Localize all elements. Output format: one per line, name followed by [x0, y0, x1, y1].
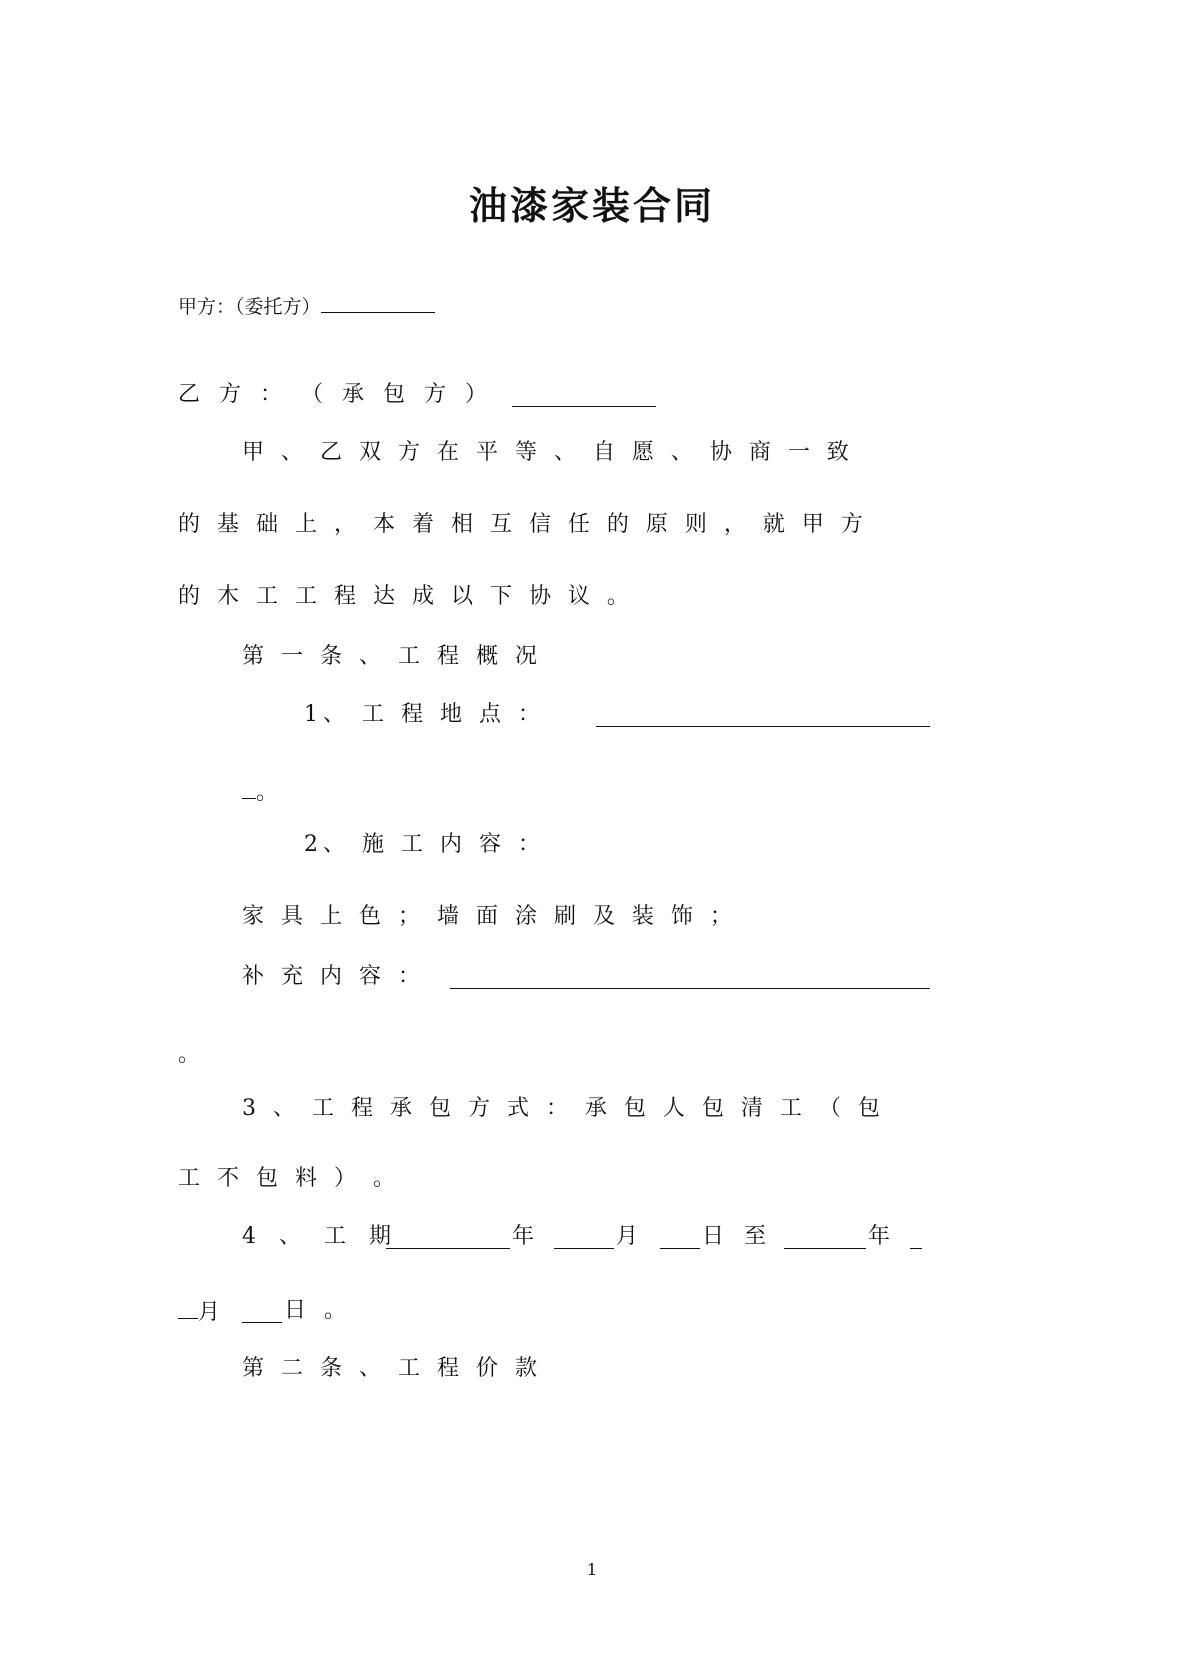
item-3-line-2: 工 不 包 料 ） 。: [178, 1166, 400, 1191]
party-b-line: [178, 380, 493, 410]
party-a-blank[interactable]: [321, 290, 435, 313]
item-3-line-1: 3 、 工 程 承 包 方 式 ： 承 包 人 包 清 工 （ 包: [242, 1096, 885, 1121]
item-1-continuation: [242, 776, 278, 808]
to-label: 至: [744, 1224, 767, 1249]
preamble-line-1: 甲 、 乙 双 方 在 平 等 、 自 愿 、 协 商 一 致: [242, 440, 854, 465]
supplement-label: 补 充 内 容 ：: [242, 964, 425, 989]
site-address-blank-tail[interactable]: [242, 776, 256, 799]
end-month-blank-tail[interactable]: [178, 1296, 198, 1319]
item-4-prefix: 4 、 工 期: [242, 1224, 399, 1249]
end-month-blank[interactable]: [910, 1226, 922, 1249]
preamble-line-2: 的 基 础 上 ， 本 着 相 互 信 任 的 原 则 ， 就 甲 方: [178, 512, 868, 537]
item-4-line-2: [178, 1296, 220, 1328]
start-month-blank[interactable]: [554, 1226, 614, 1249]
end-month-label: 月: [198, 1300, 221, 1325]
supplement-end: 。: [178, 1042, 201, 1067]
contract-title: 油漆家装合同: [468, 183, 715, 228]
preamble-line-3: 的 木 工 工 程 达 成 以 下 协 议 。: [178, 584, 634, 609]
end-year-label: 年: [868, 1224, 891, 1249]
article-1-heading: 第 一 条 、 工 程 概 况: [242, 644, 542, 669]
item-1-end: 。: [256, 780, 279, 805]
end-day-label: 日: [284, 1298, 307, 1323]
article-2-heading: 第 二 条 、 工 程 价 款: [242, 1356, 542, 1381]
party-b-label: 乙 方 ： （ 承 包 方 ）: [178, 382, 493, 407]
item-1-label: 1、 工 程 地 点 ：: [304, 702, 545, 727]
start-month-label: 月: [616, 1224, 639, 1249]
duration-end: 。: [324, 1298, 347, 1323]
start-day-label: 日: [702, 1224, 725, 1249]
site-address-blank[interactable]: [596, 704, 930, 727]
party-a-line: [178, 290, 435, 322]
page-number: 1: [586, 1560, 598, 1579]
item-2-label: 2、 施 工 内 容 ：: [304, 832, 545, 857]
end-day-blank[interactable]: [242, 1300, 282, 1323]
party-b-blank[interactable]: [512, 384, 656, 407]
item-4-line-1: [242, 1222, 399, 1252]
party-a-label: 甲方：（委托方）: [178, 296, 321, 318]
supplement-blank[interactable]: [450, 966, 930, 989]
start-year-label: 年: [512, 1224, 535, 1249]
start-year-blank[interactable]: [386, 1226, 510, 1249]
end-year-blank[interactable]: [784, 1226, 866, 1249]
start-day-blank[interactable]: [660, 1226, 700, 1249]
item-2-content: 家 具 上 色 ； 墙 面 涂 刷 及 装 饰 ；: [242, 904, 737, 929]
